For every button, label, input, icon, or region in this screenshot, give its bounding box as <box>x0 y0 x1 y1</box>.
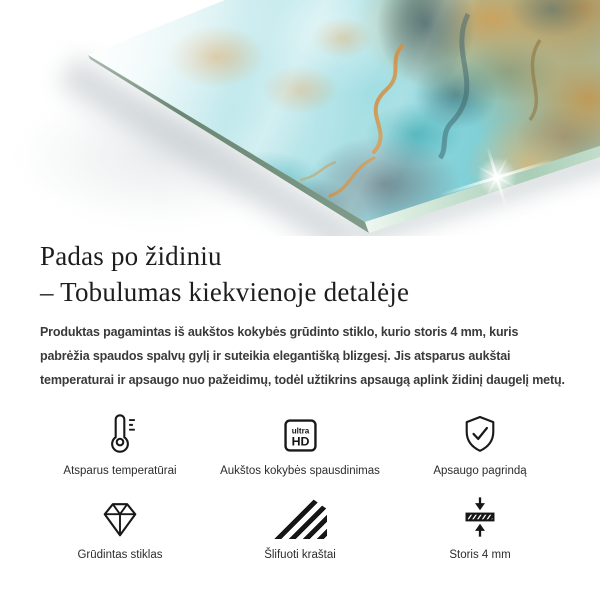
diamond-icon <box>97 498 143 540</box>
feature-label: Storis 4 mm <box>449 549 511 561</box>
page-title <box>40 238 560 310</box>
page-title-line2: – Tobulumas kiekvienoje detalėje <box>40 277 410 307</box>
feature-label: Apsaugo pagrindą <box>433 465 527 477</box>
feature-print-quality <box>210 410 390 477</box>
features-grid <box>30 410 570 561</box>
product-description: Produktas pagamintas iš aukštos kokybės grūdinto stiklo, kurio storis 4 mm, kuris pabrėžia spaudos spalvų gylį ir suteikia elegantišką blizgesį. Jis atsparus aukštai temperaturai ir apsaugo nuo pažeidimų, todėl užtikrins apsaugą aplink židinį daugelį metų. <box>40 325 565 387</box>
product-image <box>0 0 600 236</box>
feature-tempered-glass <box>30 494 210 561</box>
polished-edges-icon <box>273 498 327 539</box>
feature-label: Grūdintas stiklas <box>77 549 163 561</box>
feature-temperature-resistant <box>30 410 210 477</box>
page-title-line1: Padas po židiniu <box>40 241 222 271</box>
ultra-hd-badge-top: ultra <box>291 426 309 436</box>
feature-label: Atsparus temperatūrai <box>63 465 177 477</box>
thermometer-icon <box>97 410 143 456</box>
ultra-hd-icon <box>280 415 321 456</box>
shield-check-icon <box>458 412 502 456</box>
feature-protects-base <box>390 410 570 477</box>
feature-thickness <box>390 494 570 561</box>
feature-label: Aukštos kokybės spausdinimas <box>220 465 380 477</box>
ultra-hd-badge-bottom: HD <box>291 434 309 449</box>
thickness-icon <box>457 494 503 540</box>
feature-label: Šlifuoti kraštai <box>264 549 336 561</box>
feature-polished-edges <box>210 494 390 561</box>
